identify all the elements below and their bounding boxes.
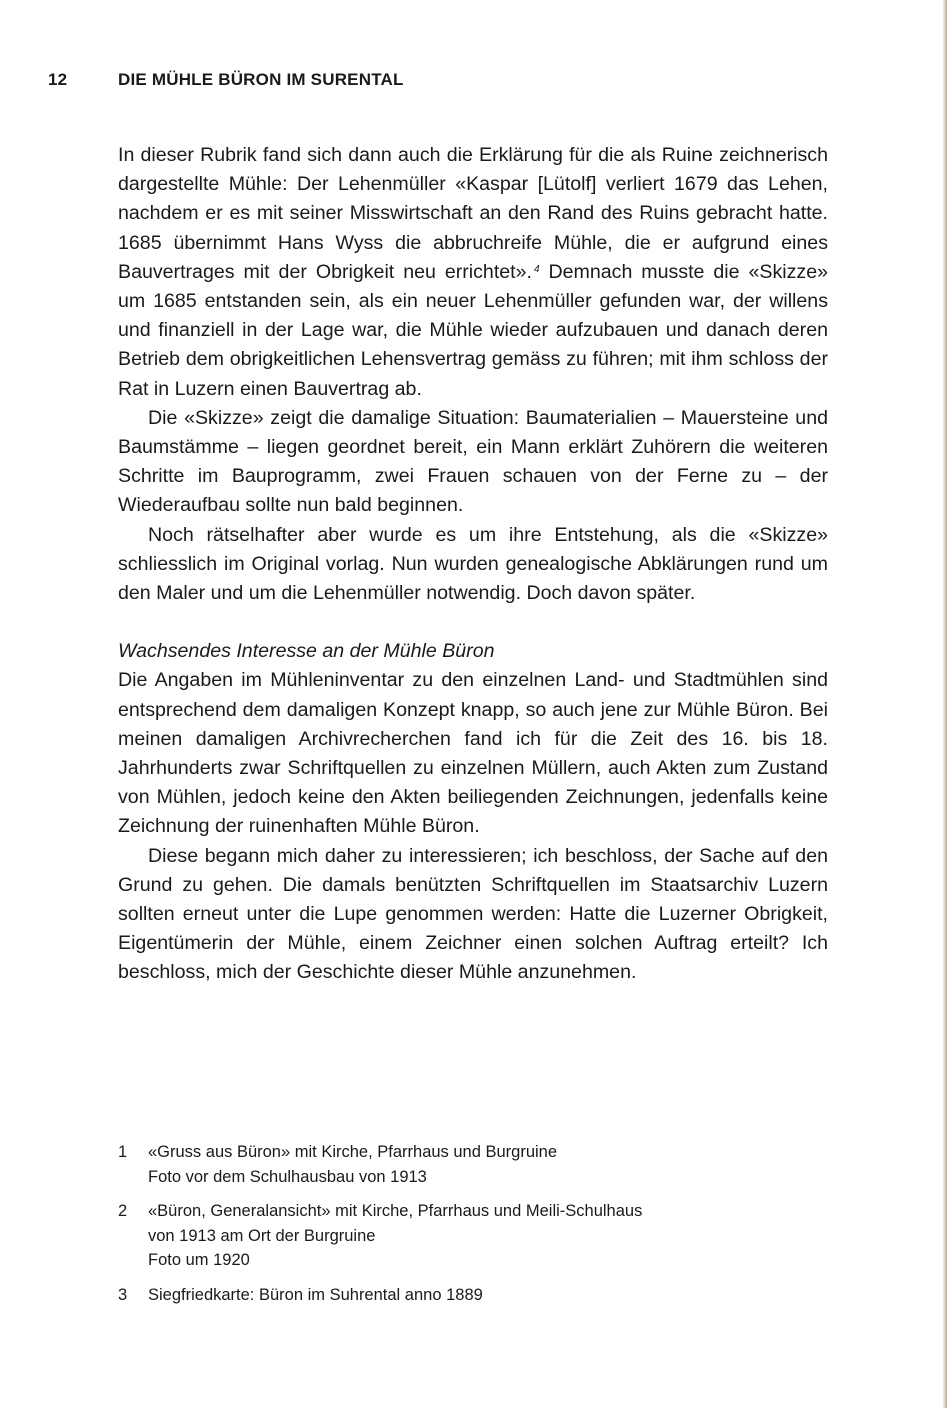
caption-line: «Gruss aus Büron» mit Kirche, Pfarrhaus und Burgruine <box>148 1143 558 1161</box>
caption-line: Foto vor dem Schulhausbau von 1913 <box>148 1167 427 1186</box>
caption-line: «Büron, Generalansicht» mit Kirche, Pfarrhaus und Meili-Schulhaus <box>148 1202 643 1220</box>
section-subheading: Wachsendes Interesse an der Mühle Büron <box>118 640 495 663</box>
page-number: 12 <box>48 70 68 89</box>
paragraph-1-text-cont: Demnach musste die «Skizze» um 1685 entstanden sein, als ein neuer Lehenmüller gefunden war, der willens und finanziell in der Lage war, die Mühle wieder aufzubauen und danach deren Betrieb dem obrigkeitlichen Lehensvertrag gemäss zu führen; mit ihm schloss der Rat in Luzern einen Bauvertrag ab. <box>118 260 829 400</box>
paragraph-1 <box>118 141 828 404</box>
section-gap <box>118 608 828 637</box>
running-title: DIE MÜHLE BÜRON IM SURENTAL <box>118 70 404 89</box>
caption-3 <box>118 1283 798 1308</box>
paragraph-3: Noch rätselhafter aber wurde es um ihre Entstehung, als die «Skizze» schliesslich im Original vorlag. Nun wurden genealogische Abklärungen rund um den Maler und um die Lehenmüller notwendig. Doch davon später. <box>118 523 828 605</box>
footnote-ref-4[interactable]: 4 <box>533 263 540 275</box>
paragraph-5: Diese begann mich daher zu interessieren; ich beschloss, der Sache auf den Grund zu gehen. Die damals benützten Schriftquellen im Staatsarchiv Luzern sollten erneut unter die Lupe genommen werden: Hatte die Luzerner Obrigkeit, Eigentümerin der Mühle, einem Zeichner einen solchen Auftrag erteilt? Ich beschloss, mich der Geschichte dieser Mühle anzunehmen. <box>118 844 828 984</box>
paragraph-2: Die «Skizze» zeigt die damalige Situation: Baumaterialien – Mauersteine und Baumstämme – liegen geordnet bereit, ein Mann erklärt Zuhörern die weiteren Schritte im Bauprogramm, zwei Frauen schauen von der Ferne zu – der Wiederaufbau sollte nun bald beginnen. <box>118 406 828 517</box>
caption-2 <box>118 1199 798 1273</box>
paragraph-1-text: In dieser Rubrik fand sich dann auch die Erklärung für die als Ruine zeichnerisch dargestellte Mühle: Der Lehenmüller «Kaspar [Lütolf] verliert 1679 das Lehen, nachdem er es mit seiner Misswirtschaft an den Rand des Ruins gebracht hatte. 1685 übernimmt Hans Wyss die abbruchreife Mühle, die er aufgrund eines Bauvertrages mit der Obrigkeit neu errichtet». <box>118 144 828 283</box>
caption-number: 3 <box>118 1285 128 1304</box>
body-text <box>118 141 828 988</box>
caption-line: Foto um 1920 <box>148 1251 250 1269</box>
page-edge <box>943 0 947 1408</box>
caption-number: 1 <box>118 1143 128 1161</box>
caption-number: 2 <box>118 1202 128 1220</box>
paragraph-4: Die Angaben im Mühleninventar zu den einzelnen Land- und Stadtmühlen sind entsprechend dem damaligen Konzept knapp, so auch jene zur Mühle Büron. Bei meinen damaligen Archivrecherchen fand ich für die Zeit des 16. bis 18. Jahrhunderts zwar Schriftquellen zu einzelnen Müllern, auch Akten zum Zustand von Mühlen, jedoch keine den Akten beiliegenden Zeichnungen, jedenfalls keine Zeichnung der ruinenhaften Mühle Büron. <box>118 669 828 838</box>
figure-captions <box>118 1140 798 1317</box>
caption-1 <box>118 1140 798 1189</box>
caption-line: Siegfriedkarte: Büron im Suhrental anno 1889 <box>148 1285 483 1304</box>
caption-line: von 1913 am Ort der Burgruine <box>148 1226 376 1245</box>
